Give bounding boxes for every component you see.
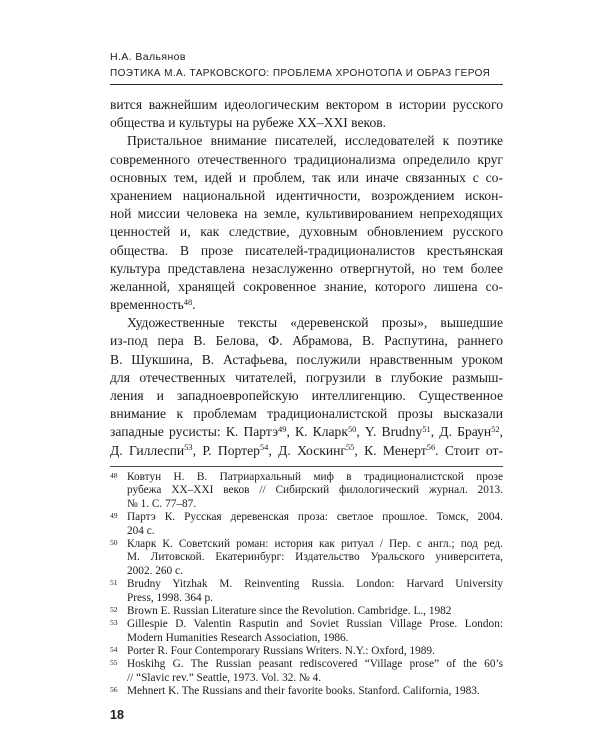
body-line: культура представлена незаслуженно отвергнутой, но тем более <box>110 260 503 276</box>
footnote-ref: 52 <box>491 424 500 435</box>
footnote-ref: 51 <box>422 424 431 435</box>
body-line <box>110 442 503 460</box>
footnote-number: 51 <box>110 578 118 588</box>
paragraph-1 <box>110 96 503 132</box>
text-run: , К. Менерт <box>354 442 427 458</box>
footnote-53 <box>110 618 503 645</box>
footnote-line: Press, 1998. 364 p. <box>127 591 213 604</box>
footnote-55 <box>110 658 503 685</box>
footnote-number: 55 <box>110 658 118 668</box>
footnote-line: 204 с. <box>127 524 155 537</box>
footnote-49 <box>110 511 503 538</box>
body-line: основных тем, идей и проблем, так или иначе связанных с со- <box>110 169 503 185</box>
body-line: Художественные тексты «деревенской прозы», вышедшие <box>127 315 503 331</box>
footnote-line: Gillespie D. Valentin Rasputin and Soviet Russian Village Prose. London: <box>127 618 503 631</box>
text-run: временность <box>110 297 184 313</box>
text-run: Д. Гиллеспи <box>110 442 185 458</box>
text-run: , Y. Brudny <box>356 424 423 440</box>
running-header-author: Н.А. Вальянов <box>110 51 186 63</box>
footnote-51 <box>110 578 503 605</box>
footnote-rule <box>110 466 503 467</box>
footnote-line: Партэ К. Русская деревенская проза: светлое прошлое. Томск, 2004. <box>127 511 503 524</box>
text-run: , Д. Браун <box>430 424 492 440</box>
footnote-ref: 56 <box>426 442 436 453</box>
footnote-line: 2002. 260 с. <box>127 564 183 577</box>
footnote-ref: 48 <box>183 296 193 307</box>
footnote-number: 48 <box>110 471 118 480</box>
footnote-54 <box>110 645 503 658</box>
footnotes <box>110 471 503 699</box>
footnote-line: Ковтун Н. В. Патриархальный миф в традиционалистской прозе <box>127 471 503 483</box>
footnote-56 <box>110 685 503 698</box>
footnote-number: 50 <box>110 537 118 547</box>
footnote-line: М. Литовской. Екатеринбург: Издательство Уральского университета, <box>127 551 503 564</box>
footnote-line: Porter R. Four Contemporary Russians Writers. N.Y.: Oxford, 1989. <box>127 645 435 658</box>
page-number: 18 <box>110 708 124 722</box>
text-run: , Д. Хоскинг <box>268 442 346 458</box>
footnote-line: Hoskihg G. The Russian peasant rediscovered “Village prose” of the 60’s <box>127 658 503 671</box>
footnote-50 <box>110 538 503 578</box>
text-run: , <box>499 424 503 440</box>
running-header-title: ПОЭТИКА М.А. ТАРКОВСКОГО: ПРОБЛЕМА ХРОНОТОПА И ОБРАЗ ГЕРОЯ <box>110 68 491 79</box>
body-line <box>110 296 503 314</box>
body-line: ценностей и, как следствие, духовным обновлением русского <box>110 224 503 240</box>
footnote-line: // “Slavic rev.” Seattle, 1973. Vol. 32. № 4. <box>127 671 322 684</box>
footnote-line: Brudny Yitzhak M. Reinventing Russia. London: Harvard University <box>127 578 503 591</box>
footnote-number: 54 <box>110 645 118 655</box>
body-line <box>110 423 503 441</box>
body-line: Пристальное внимание писателей, исследователей к поэтике <box>127 133 503 149</box>
body-line: В. Шукшина, В. Астафьева, послужили нравственным уроком <box>110 351 503 367</box>
body-line: хранением национальной идентичности, возрождением искон- <box>110 187 503 203</box>
paragraph-2 <box>110 132 503 314</box>
footnote-line: Modern Humanities Research Association, 1986. <box>127 631 349 644</box>
body-line: общества и культуры на рубеже XX–XXI веков. <box>110 115 387 131</box>
header-rule <box>110 84 503 85</box>
footnote-line: рубежа XX–XXI веков // Сибирский филологический журнал. 2013. <box>127 484 503 497</box>
footnote-line: Brown E. Russian Literature since the Revolution. Cambridge. L., 1982 <box>127 604 452 617</box>
footnote-number: 56 <box>110 685 118 695</box>
body-line: общества. В прозе писателей-традиционалистов крестьянская <box>110 242 503 258</box>
footnote-ref: 55 <box>345 442 355 453</box>
body-line: вится важнейшим идеологическим вектором в истории русского <box>110 97 503 112</box>
footnote-ref: 50 <box>347 424 357 435</box>
body-line: желанной, хранящей сокровенное знание, которого лишена со- <box>110 278 503 294</box>
footnote-52 <box>110 605 503 618</box>
body-line: ления и западноевропейскую интеллигенцию. Существенное <box>110 388 503 403</box>
footnote-line: Mehnert K. The Russians and their favorite books. Stanford. California, 1983. <box>127 685 480 698</box>
body-text <box>110 96 503 460</box>
footnote-line: Кларк К. Советский роман: история как ритуал / Пер. с англ.; под ред. <box>127 537 503 550</box>
body-line: для отечественных читателей, погрузили в глубокие размыш- <box>110 369 503 385</box>
footnote-ref: 53 <box>184 442 193 453</box>
footnote-number: 53 <box>110 618 118 628</box>
footnote-ref: 49 <box>278 424 287 435</box>
footnote-number: 49 <box>110 511 118 521</box>
body-line: современного отечественного традиционализма определило круг <box>110 151 503 167</box>
footnote-number: 52 <box>110 604 118 614</box>
footnote-line: № 1. С. 77–87. <box>127 497 197 510</box>
paragraph-3 <box>110 314 503 460</box>
body-line: внимание к проблемам традиционалистской прозы высказали <box>110 406 503 422</box>
text-run: . Стоит от- <box>435 442 503 458</box>
text-run: . <box>192 297 196 313</box>
text-run: , К. Кларк <box>286 424 348 440</box>
footnote-ref: 54 <box>259 442 269 453</box>
text-run: , Р. Портер <box>192 442 260 458</box>
text-run: западные русисты: К. Партэ <box>110 424 279 440</box>
body-line: ной миссии человека на земле, культивированием непреходящих <box>110 206 503 222</box>
footnote-48 <box>110 471 503 511</box>
body-line: из-под пера В. Белова, Ф. Абрамова, В. Распутина, раннего <box>110 333 503 349</box>
